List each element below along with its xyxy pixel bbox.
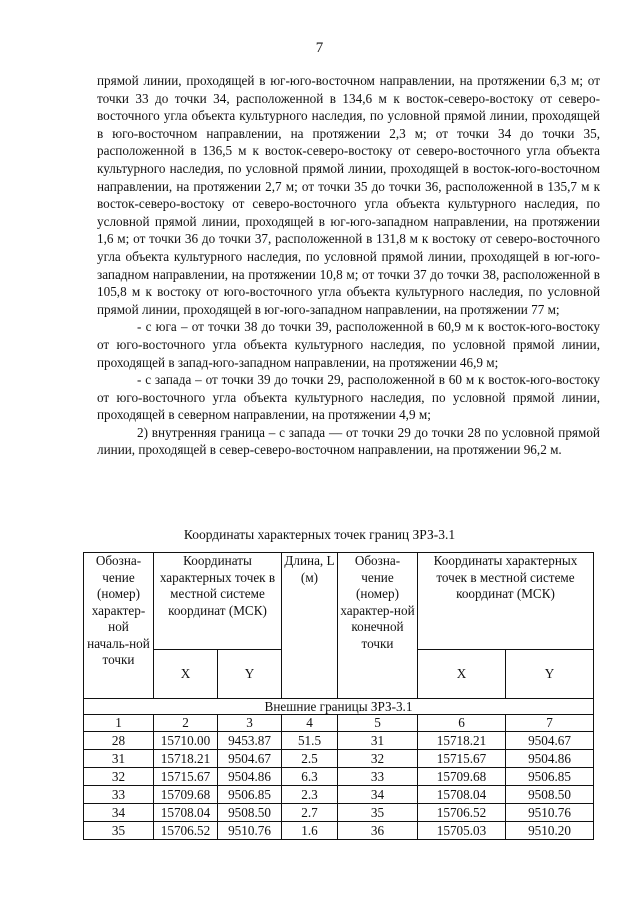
table-row [84,768,594,786]
table-cell: 34 [338,786,418,804]
table-cell: 9504.86 [506,750,594,768]
table-cell: 9504.67 [218,750,282,768]
table-cell: 15706.52 [418,804,506,822]
body-text [97,72,600,459]
header-y: Y [506,650,594,699]
table-cell: 9453.87 [218,732,282,750]
table-cell: 35 [338,804,418,822]
table-caption: Координаты характерных точек границ ЗРЗ-3.1 [183,527,456,542]
column-number: 1 [84,715,154,732]
table-cell: 32 [338,750,418,768]
table-row [84,786,594,804]
column-number: 6 [418,715,506,732]
table-cell: 31 [338,732,418,750]
table-cell: 35 [84,822,154,840]
table-cell: 15710.00 [154,732,218,750]
table-cell: 9506.85 [218,786,282,804]
table-row [84,822,594,840]
table-cell: 9510.20 [506,822,594,840]
table-cell: 15706.52 [154,822,218,840]
header-coords-start: Координаты характерных точек в местной системе координат (МСК) [154,553,282,650]
table-row [84,804,594,822]
table-row [84,750,594,768]
table-cell: 9506.85 [506,768,594,786]
table-cell: 15708.04 [154,804,218,822]
table-cell: 28 [84,732,154,750]
table-cell: 15715.67 [418,750,506,768]
table-cell: 9504.67 [506,732,594,750]
section-title: Внешние границы ЗРЗ-3.1 [84,699,594,715]
table-cell: 32 [84,768,154,786]
table-header-row [84,553,594,650]
column-number: 7 [506,715,594,732]
table-cell: 2.7 [282,804,338,822]
column-number: 2 [154,715,218,732]
page-number: 7 [315,40,324,56]
table-cell: 1.6 [282,822,338,840]
paragraph: - с юга – от точки 38 до точки 39, расположенной в 60,9 м к восток-юго-востоку от юго-восточного угла объекта культурного наследия, по условной прямой линии, проходящей в запад-юго-западном направлении, на протяжении 46,9 м; [97,319,600,370]
table-cell: 9508.50 [506,786,594,804]
header-start-point: Обозна-чение (номер) характер-ной началь-ной точки [84,553,154,699]
coordinates-table [83,552,594,840]
table-cell: 33 [338,768,418,786]
table-cell: 34 [84,804,154,822]
column-number: 5 [338,715,418,732]
paragraph: прямой линии, проходящей в юг-юго-восточном направлении, на протяжении 6,3 м; от точки 33 до точки 34, расположенной в 134,6 м к восток-северо-востоку от северо-восточного угла объекта культурного наследия, по условной прямой линии, проходящей в юго-восточном направлении, на протяжении 2,3 м; от точки 34 до точки 35, расположенной в 136,5 м к восток-северо-востоку от северо-восточного угла объекта культурного наследия, по условной прямой линии, проходящей в восток-юго-восточном направлении, на протяжении 2,7 м; от точки 35 до точки 36, расположенной в 135,7 м к восток-северо-востоку от северо-восточного угла объекта культурного наследия, по условной прямой линии, проходящей в юг-юго-западном направлении, на протяжении 1,6 м; от точки 36 до точки 37, расположенной в 131,8 м к востоку от северо-восточного угла объекта культурного наследия, по условной прямой линии, проходящей в юг-юго-западном направлении, на протяжении 10,8 м; от точки 37 до точки 38, расположенной в 105,8 м к востоку от юго-восточного угла объекта культурного наследия, по условной прямой линии, проходящей в юг-юго-западном направлении, на протяжении 77 м; [97,73,600,317]
table-cell: 9510.76 [506,804,594,822]
header-x: X [154,650,218,699]
header-length: Длина, L (м) [282,553,338,699]
table-cell: 36 [338,822,418,840]
column-number: 3 [218,715,282,732]
paragraph: - с запада – от точки 39 до точки 29, расположенной в 60 м к восток-юго-востоку от юго-восточного угла объекта культурного наследия, по условной прямой линии, проходящей в северном направлении, на протяжении 4,9 м; [97,372,600,423]
table-cell: 15705.03 [418,822,506,840]
column-number: 4 [282,715,338,732]
section-row [84,699,594,715]
table-cell: 15709.68 [418,768,506,786]
table-cell: 9510.76 [218,822,282,840]
table-cell: 15709.68 [154,786,218,804]
table-cell: 2.3 [282,786,338,804]
table-cell: 15715.67 [154,768,218,786]
header-coords-end: Координаты характерных точек в местной системе координат (МСК) [418,553,594,650]
table-cell: 9508.50 [218,804,282,822]
column-number-row [84,715,594,732]
table-cell: 2.5 [282,750,338,768]
table-cell: 51.5 [282,732,338,750]
table-cell: 9504.86 [218,768,282,786]
table-row [84,732,594,750]
header-y: Y [218,650,282,699]
table-cell: 6.3 [282,768,338,786]
table-cell: 33 [84,786,154,804]
table-cell: 15718.21 [418,732,506,750]
table-cell: 15718.21 [154,750,218,768]
paragraph: 2) внутренняя граница – с запада — от точки 29 до точки 28 по условной прямой линии, проходящей в север-северо-восточном направлении, на протяжении 96,2 м. [97,424,600,458]
table-cell: 31 [84,750,154,768]
header-end-point: Обозна-чение (номер) характер-ной конечной точки [338,553,418,699]
table-cell: 15708.04 [418,786,506,804]
header-x: X [418,650,506,699]
